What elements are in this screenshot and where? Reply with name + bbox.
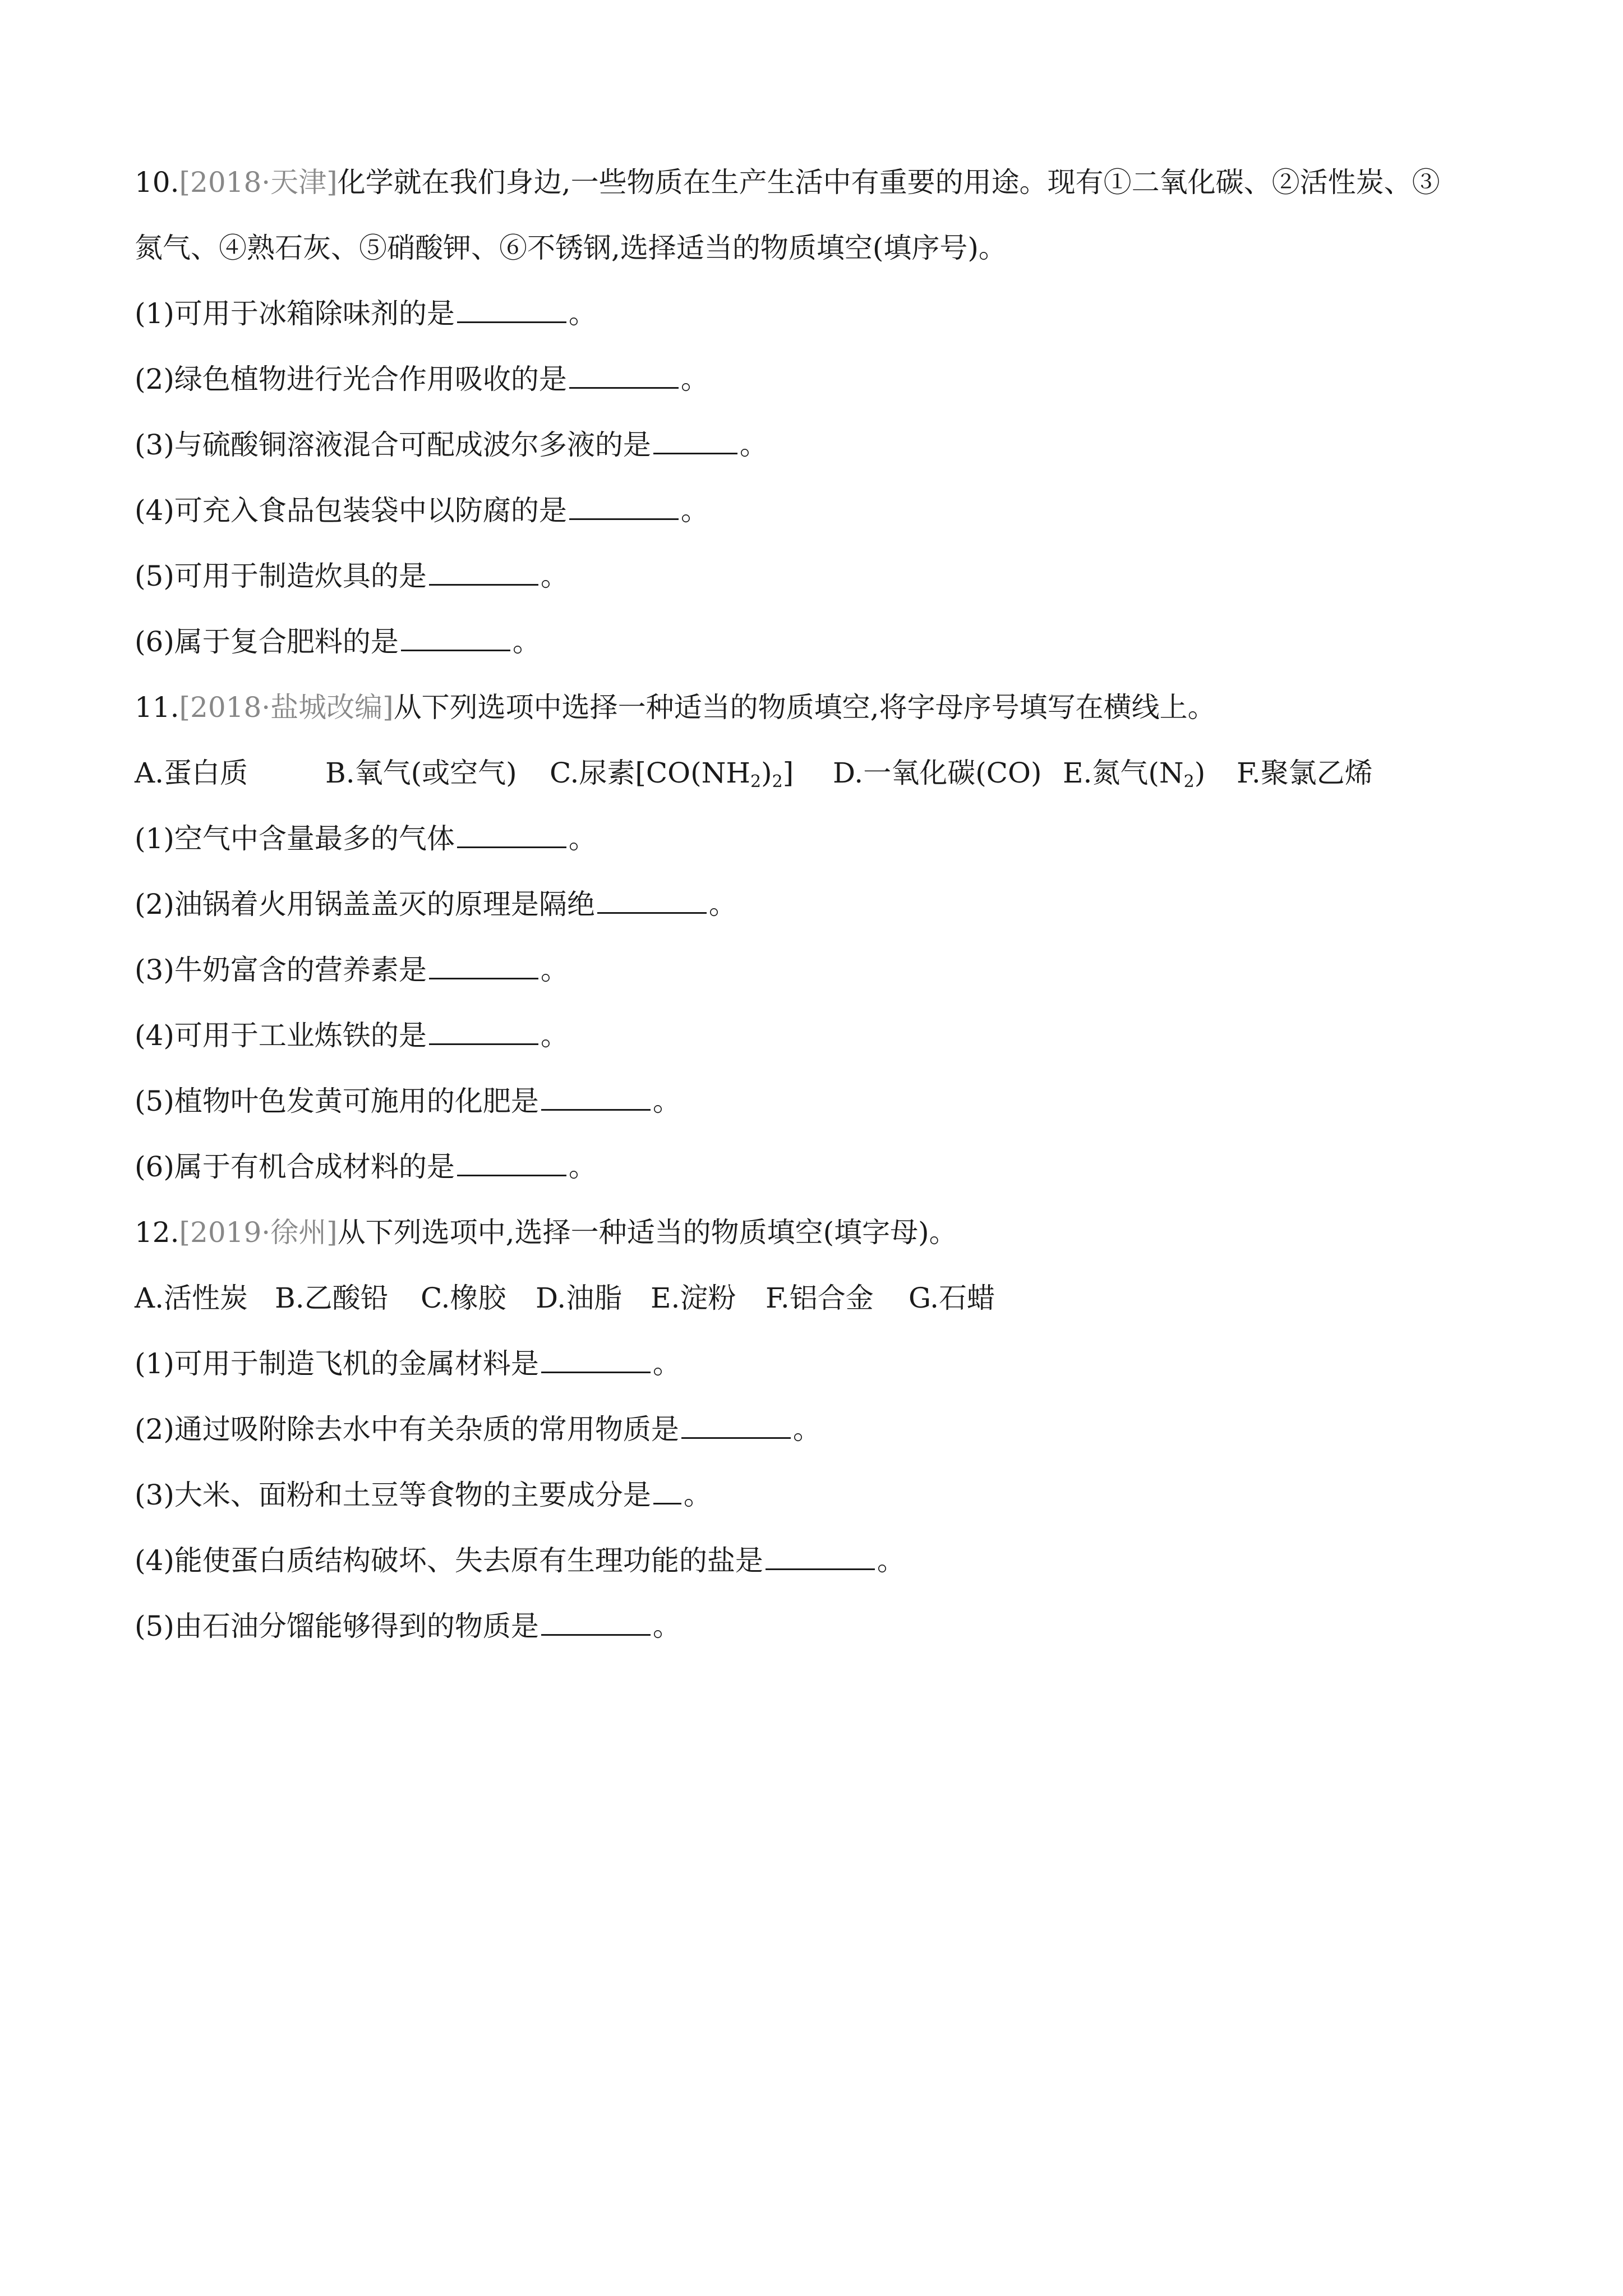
q12-option-b: B.乙酸铅 (275, 1282, 389, 1314)
q12-item-4: (4)能使蛋白质结构破坏、失去原有生理功能的盐是 。 (135, 1544, 905, 1577)
answer-blank[interactable] (569, 495, 679, 520)
q11-option-a: A.蛋白质 (135, 757, 248, 789)
q12-option-d: D.油脂 (536, 1282, 623, 1314)
q11-item-6: (6)属于有机合成材料的是 。 (135, 1151, 597, 1183)
q12-option-c: C.橡胶 (421, 1282, 506, 1314)
answer-blank[interactable] (457, 1151, 566, 1176)
q11-option-c: C.尿素$[CO(NH_2)_2]$ (550, 757, 794, 792)
q12-options (135, 1281, 1503, 1315)
q11-source: [2018·盐城改编] (179, 691, 394, 724)
q12-option-a: A.活性炭 (135, 1282, 248, 1314)
answer-blank[interactable] (429, 954, 538, 979)
q11-option-d: D.一氧化碳(CO) (833, 757, 1042, 789)
answer-blank[interactable] (653, 1479, 681, 1504)
q10-item-3: (3)与硫酸铜溶液混合可配成波尔多液的是 。 (135, 429, 768, 461)
q11-item-4: (4)可用于工业炼铁的是 。 (135, 1019, 569, 1052)
q12-option-f: F.铝合金 (766, 1282, 874, 1314)
q11-item-5: (5)植物叶色发黄可施用的化肥是 。 (135, 1085, 681, 1117)
q12-item-3: (3)大米、面粉和土豆等食物的主要成分是 。 (135, 1479, 712, 1511)
answer-blank[interactable] (457, 823, 566, 848)
q12-stem (135, 1216, 1503, 1249)
answer-blank[interactable] (681, 1414, 791, 1439)
q10-stem-text1: 化学就在我们身边,一些物质在生产生活中有重要的用途。现有①二氧化碳、②活性炭、③ (337, 166, 1440, 199)
q11-stem (135, 691, 1503, 724)
answer-blank[interactable] (597, 889, 707, 914)
q10-stem-line2: 氮气、④熟石灰、⑤硝酸钾、⑥不锈钢,选择适当的物质填空(填序号)。 (135, 232, 1007, 264)
q10-number: 10. (135, 166, 179, 199)
q11-options (135, 756, 1503, 790)
answer-blank[interactable] (541, 1085, 651, 1111)
q10-item-6: (6)属于复合肥料的是 。 (135, 625, 541, 658)
answer-blank[interactable] (429, 1020, 538, 1045)
q10-source: [2018·天津] (179, 166, 338, 199)
q11-option-e: E.氮气$(N_2)$ (1063, 757, 1206, 792)
q11-number: 11. (135, 691, 179, 724)
q11-item-1: (1)空气中含量最多的气体 。 (135, 822, 597, 855)
q12-number: 12. (135, 1216, 179, 1249)
q10-item-4: (4)可充入食品包装袋中以防腐的是 。 (135, 494, 709, 527)
answer-blank[interactable] (541, 1611, 651, 1636)
answer-blank[interactable] (429, 560, 538, 586)
answer-blank[interactable] (569, 364, 679, 389)
answer-blank[interactable] (457, 298, 566, 323)
answer-blank[interactable] (653, 429, 737, 454)
answer-blank[interactable] (401, 626, 510, 651)
q10-item-5: (5)可用于制造炊具的是 。 (135, 560, 569, 592)
q11-stem-text: 从下列选项中选择一种适当的物质填空,将字母序号填写在横线上。 (393, 691, 1216, 724)
worksheet-page (135, 165, 1503, 1675)
q12-item-5: (5)由石油分馏能够得到的物质是 。 (135, 1610, 681, 1642)
q11-item-2: (2)油锅着火用锅盖盖灭的原理是隔绝 。 (135, 888, 737, 921)
q10-item-2: (2)绿色植物进行光合作用吸收的是 。 (135, 363, 709, 395)
answer-blank[interactable] (766, 1545, 875, 1570)
q11-option-f: F.聚氯乙烯 (1237, 757, 1373, 789)
answer-blank[interactable] (541, 1348, 651, 1373)
q12-option-e: E.淀粉 (651, 1282, 736, 1314)
q10-item-1: (1)可用于冰箱除味剂的是 。 (135, 297, 597, 330)
q10-stem-line1 (135, 165, 1503, 199)
q12-source: [2019·徐州] (179, 1216, 338, 1249)
q12-item-1: (1)可用于制造飞机的金属材料是 。 (135, 1347, 681, 1380)
q12-stem-text: 从下列选项中,选择一种适当的物质填空(填字母)。 (337, 1216, 957, 1249)
q12-option-g: G.石蜡 (909, 1282, 995, 1314)
q11-option-b: B.氧气(或空气) (325, 757, 517, 789)
q11-item-3: (3)牛奶富含的营养素是 。 (135, 954, 569, 986)
q12-item-2: (2)通过吸附除去水中有关杂质的常用物质是 。 (135, 1413, 821, 1446)
